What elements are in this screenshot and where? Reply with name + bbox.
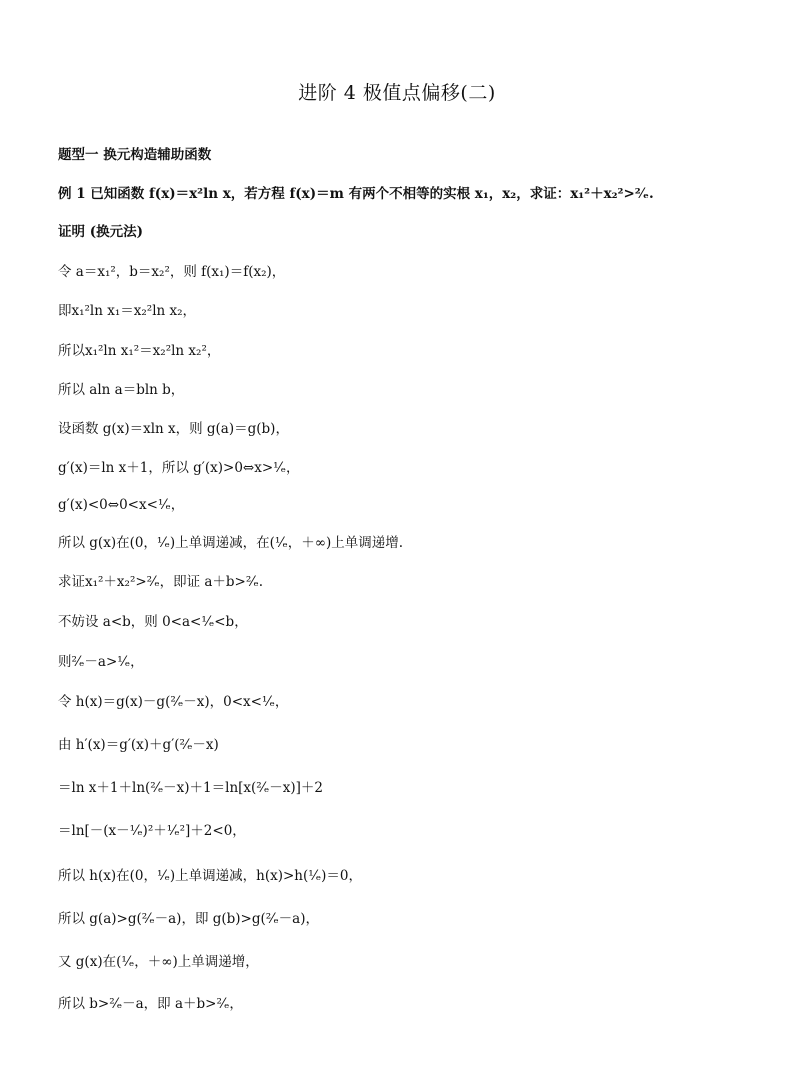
proof-line: ＝ln[－(x－¹⁄ₑ)²＋¹⁄ₑ²]＋2<0， xyxy=(58,823,246,839)
proof-line: ＝ln x＋1＋ln(²⁄ₑ－x)＋1＝ln[x(²⁄ₑ－x)]＋2 xyxy=(58,780,323,796)
section-heading: 题型一 换元构造辅助函数 xyxy=(58,147,212,163)
proof-line: 即x₁²ln x₁＝x₂²ln x₂， xyxy=(58,303,197,319)
proof-line: 所以 b>²⁄ₑ－a，即 a＋b>²⁄ₑ， xyxy=(58,996,243,1012)
proof-line: 令 a＝x₁²，b＝x₂²，则 f(x₁)＝f(x₂)， xyxy=(58,264,286,280)
proof-heading: 证明 (换元法) xyxy=(58,224,143,240)
proof-line: 求证x₁²＋x₂²>²⁄ₑ，即证 a＋b>²⁄ₑ. xyxy=(58,574,264,590)
proof-line: 所以 g(a)>g(²⁄ₑ－a)，即 g(b)>g(²⁄ₑ－a)， xyxy=(58,911,319,927)
proof-line: 则²⁄ₑ－a>¹⁄ₑ， xyxy=(58,654,144,670)
proof-line: 令 h(x)＝g(x)－g(²⁄ₑ－x)，0<x<¹⁄ₑ， xyxy=(58,694,289,710)
proof-line: 所以 aln a＝bln b， xyxy=(58,382,185,398)
proof-line: 设函数 g(x)＝xln x，则 g(a)＝g(b)， xyxy=(58,421,289,437)
proof-line: g′(x)＝ln x＋1，所以 g′(x)>0⇔x>¹⁄ₑ， xyxy=(58,460,300,476)
proof-line: 由 h′(x)＝g′(x)＋g′(²⁄ₑ－x) xyxy=(58,737,219,753)
proof-line: 所以x₁²ln x₁²＝x₂²ln x₂²， xyxy=(58,343,221,359)
example-statement: 例 1 已知函数 f(x)＝x²ln x，若方程 f(x)＝m 有两个不相等的实根 x₁，x₂，求证：x₁²＋x₂²>²⁄ₑ. xyxy=(58,186,654,202)
page-title: 进阶 4 极值点偏移(二) xyxy=(298,82,496,104)
proof-line: g′(x)<0⇔0<x<¹⁄ₑ， xyxy=(58,497,185,513)
proof-line: 所以 g(x)在(0，¹⁄ₑ)上单调递减，在(¹⁄ₑ，＋∞)上单调递增. xyxy=(58,535,404,551)
proof-line: 不妨设 a<b，则 0<a<¹⁄ₑ<b， xyxy=(58,614,248,630)
proof-line: 又 g(x)在(¹⁄ₑ，＋∞)上单调递增， xyxy=(58,954,259,970)
proof-line: 所以 h(x)在(0，¹⁄ₑ)上单调递减，h(x)>h(¹⁄ₑ)＝0， xyxy=(58,868,363,884)
